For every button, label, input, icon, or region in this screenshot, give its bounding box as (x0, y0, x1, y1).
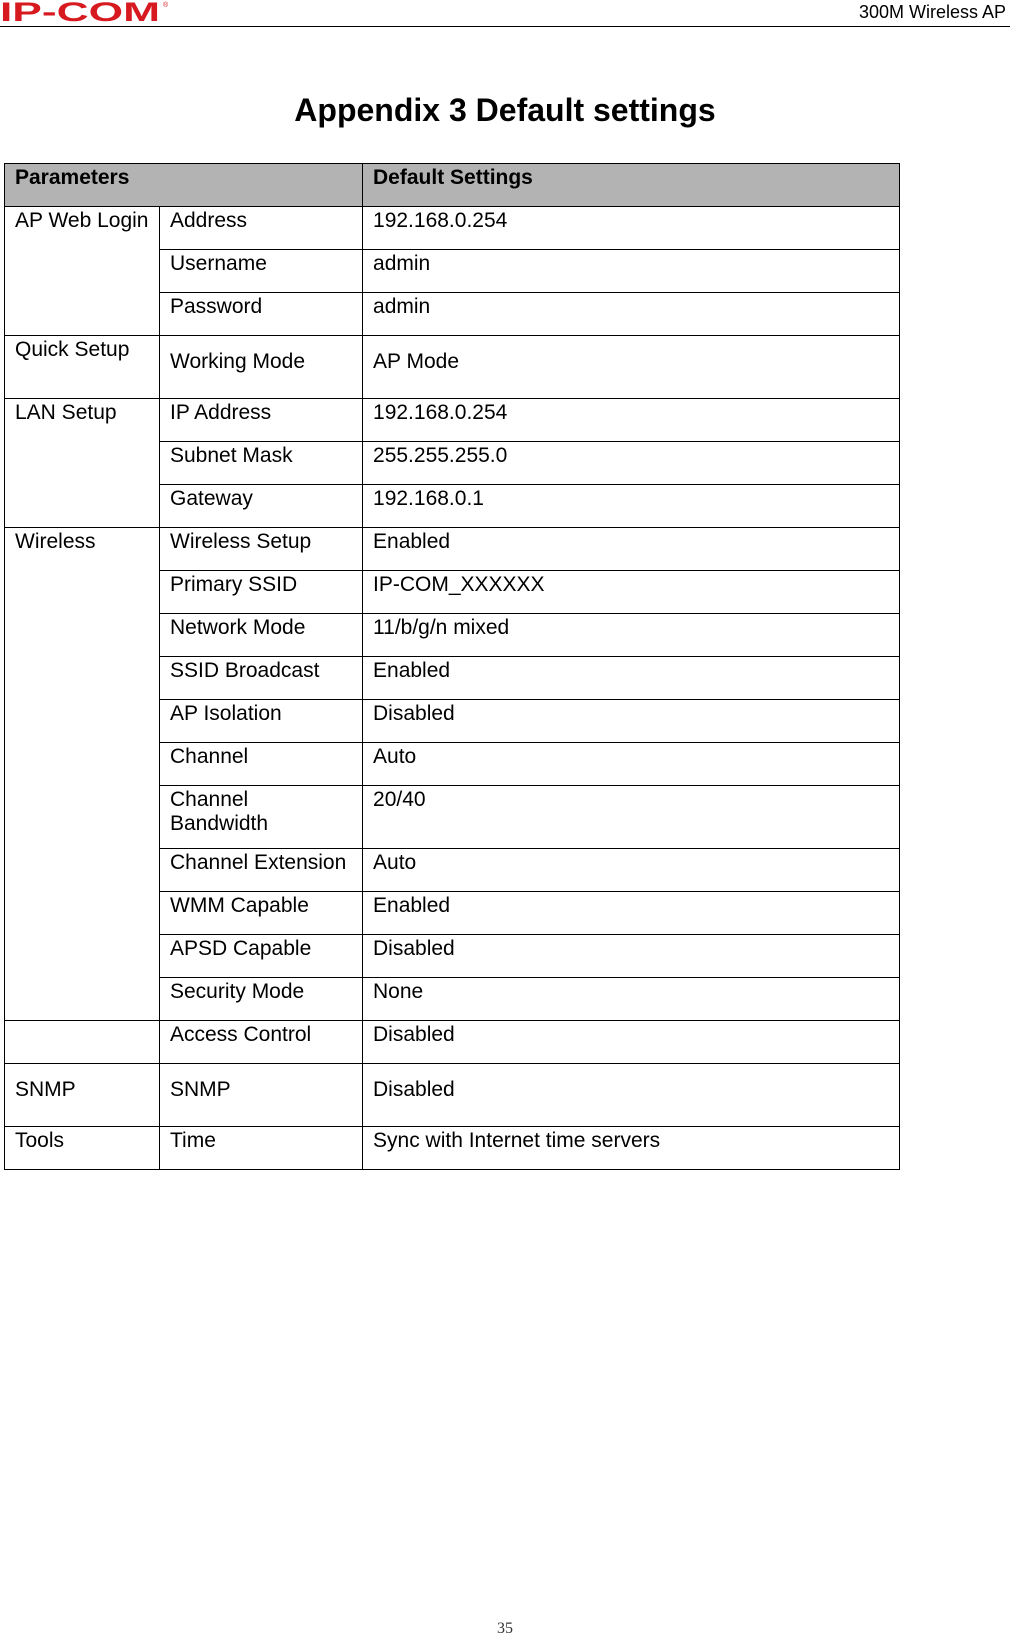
product-name: 300M Wireless AP (858, 2, 1006, 22)
value-cell: Auto (363, 743, 900, 786)
param-cell: Working Mode (160, 336, 363, 399)
table-row (5, 1064, 900, 1127)
param-cell: Channel Extension (160, 849, 363, 892)
value-cell: Disabled (363, 1064, 900, 1127)
value-cell: Enabled (363, 657, 900, 700)
value-cell: Disabled (363, 1021, 900, 1064)
page-header (0, 0, 1010, 27)
value-cell: 192.168.0.1 (363, 485, 900, 528)
param-cell: Access Control (160, 1021, 363, 1064)
param-cell: SSID Broadcast (160, 657, 363, 700)
param-cell: AP Isolation (160, 700, 363, 743)
value-cell: Disabled (363, 935, 900, 978)
default-settings-header: Default Settings (363, 164, 900, 207)
value-cell: admin (363, 293, 900, 336)
param-cell: Primary SSID (160, 571, 363, 614)
category-cell: Wireless (5, 528, 160, 1021)
value-cell: Enabled (363, 892, 900, 935)
category-cell: Quick Setup (5, 336, 160, 399)
category-cell: AP Web Login (5, 207, 160, 336)
param-cell: SNMP (160, 1064, 363, 1127)
param-cell: WMM Capable (160, 892, 363, 935)
value-cell: IP-COM_XXXXXX (363, 571, 900, 614)
page-title: Appendix 3 Default settings (294, 92, 716, 128)
table-row (5, 528, 900, 571)
svg-text:IP-COM: IP-COM (0, 0, 160, 24)
value-cell: 192.168.0.254 (363, 399, 900, 442)
value-cell: AP Mode (363, 336, 900, 399)
value-cell: 20/40 (363, 786, 900, 849)
value-cell: 11/b/g/n mixed (363, 614, 900, 657)
param-cell: Subnet Mask (160, 442, 363, 485)
value-cell: None (363, 978, 900, 1021)
value-cell: Auto (363, 849, 900, 892)
table-row (5, 1021, 900, 1064)
category-cell: SNMP (5, 1064, 160, 1127)
table-row (5, 207, 900, 250)
param-cell: Gateway (160, 485, 363, 528)
value-cell: Disabled (363, 700, 900, 743)
param-cell: Address (160, 207, 363, 250)
param-cell: Security Mode (160, 978, 363, 1021)
param-cell: Username (160, 250, 363, 293)
param-cell: Time (160, 1127, 363, 1170)
value-cell: 255.255.255.0 (363, 442, 900, 485)
value-cell: 192.168.0.254 (363, 207, 900, 250)
param-cell: Wireless Setup (160, 528, 363, 571)
category-cell: LAN Setup (5, 399, 160, 528)
parameters-header: Parameters (5, 164, 363, 207)
param-cell: Channel Bandwidth (160, 786, 363, 849)
category-cell (5, 1021, 160, 1064)
param-cell: Network Mode (160, 614, 363, 657)
svg-text:®: ® (163, 2, 169, 9)
param-cell: IP Address (160, 399, 363, 442)
table-row (5, 1127, 900, 1170)
page-number: 35 (497, 1620, 513, 1637)
value-cell: Sync with Internet time servers (363, 1127, 900, 1170)
value-cell: Enabled (363, 528, 900, 571)
table-row (5, 336, 900, 399)
ip-com-logo (0, 0, 180, 24)
table-row (5, 399, 900, 442)
param-cell: Channel (160, 743, 363, 786)
param-cell: Password (160, 293, 363, 336)
table-header-row (5, 164, 900, 207)
category-cell: Tools (5, 1127, 160, 1170)
value-cell: admin (363, 250, 900, 293)
default-settings-table (4, 163, 900, 1170)
param-cell: APSD Capable (160, 935, 363, 978)
